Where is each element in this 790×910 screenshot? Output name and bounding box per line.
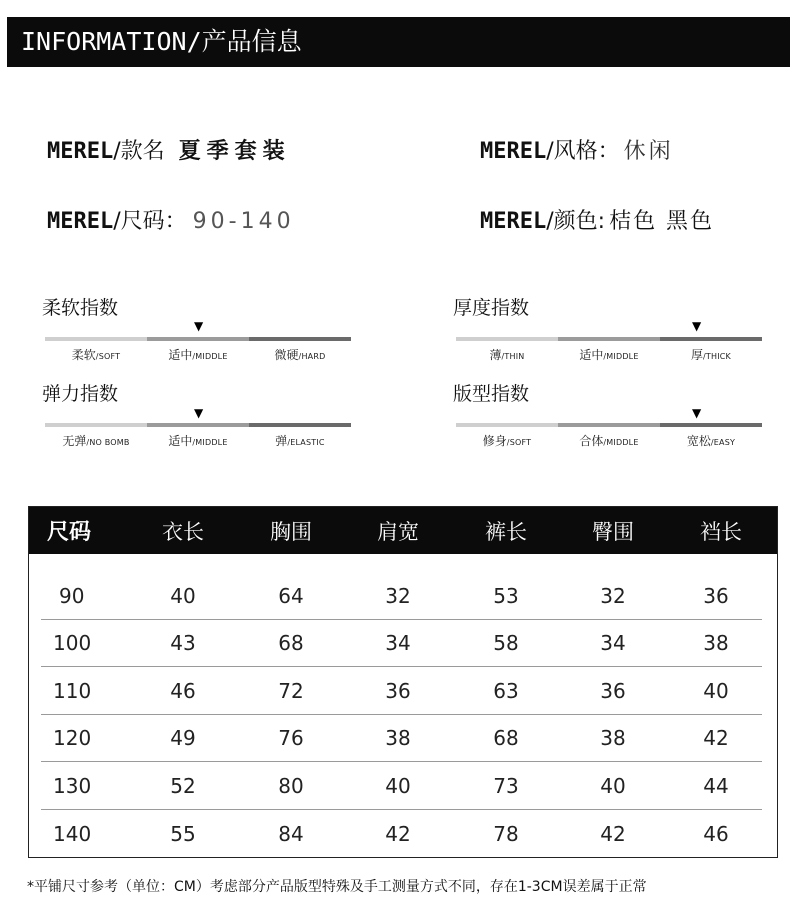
- index-indicator-icon: ▼: [194, 319, 204, 333]
- scale-option-en: /MIDDLE: [603, 352, 639, 361]
- table-cell: 42: [703, 725, 729, 750]
- scale-option: [45, 346, 147, 363]
- table-cell: 130: [53, 773, 92, 798]
- table-cell: 38: [600, 725, 626, 750]
- table-cell: 36: [385, 678, 411, 703]
- table-row: [41, 619, 762, 667]
- column-header: 裤长: [485, 519, 527, 544]
- section-header: INFORMATION/产品信息: [7, 17, 790, 67]
- index-scale-bar: [456, 423, 762, 427]
- table-cell: 38: [385, 725, 411, 750]
- table-cell: 44: [703, 773, 729, 798]
- scale-option-en: /MIDDLE: [192, 352, 228, 361]
- table-cell: 53: [493, 583, 519, 608]
- table-row: [41, 810, 762, 857]
- table-cell: 49: [170, 725, 196, 750]
- scale-option: [456, 346, 558, 363]
- scale-option-en: /MIDDLE: [603, 438, 639, 447]
- table-cell: 32: [385, 583, 411, 608]
- table-cell: 63: [493, 678, 519, 703]
- table-cell: 34: [600, 630, 626, 655]
- table-cell: 58: [493, 630, 519, 655]
- table-cell: 40: [170, 583, 196, 608]
- index-title: 厚度指数: [453, 297, 530, 319]
- index-scale-bar: [45, 337, 351, 341]
- table-cell: 36: [600, 678, 626, 703]
- index-scale-bar: [456, 337, 762, 341]
- scale-option-en: /MIDDLE: [192, 438, 228, 447]
- index-indicator-icon: ▼: [692, 319, 702, 333]
- info-brand: MEREL: [480, 209, 547, 234]
- table-row: [41, 762, 762, 810]
- table-cell: 42: [600, 821, 626, 846]
- scale-option: [147, 432, 249, 449]
- info-value: 夏季套装: [178, 139, 291, 164]
- table-cell: 80: [278, 773, 304, 798]
- scale-option-en: /EASY: [710, 438, 736, 447]
- table-cell: 40: [703, 678, 729, 703]
- index-title: 柔软指数: [42, 297, 119, 319]
- index-scale-labels: [456, 432, 762, 449]
- info-value: 桔色 黑色: [609, 209, 715, 234]
- index-indicator-icon: ▼: [194, 406, 204, 420]
- scale-option-en: /THIN: [501, 352, 525, 361]
- table-cell: 34: [385, 630, 411, 655]
- info-brand: MEREL: [47, 139, 114, 164]
- info-label: /风格：: [546, 139, 620, 164]
- table-cell: 110: [53, 678, 92, 703]
- scale-option: [558, 346, 660, 363]
- info-color: [480, 204, 714, 235]
- scale-option: [147, 346, 249, 363]
- scale-option: [558, 432, 660, 449]
- table-cell: 120: [53, 725, 92, 750]
- table-row: [41, 572, 762, 620]
- info-size: [47, 204, 295, 235]
- scale-option-cn: 微硬: [274, 348, 299, 362]
- column-header: 臀围: [592, 519, 634, 544]
- index-indicator-icon: ▼: [692, 406, 702, 420]
- info-name: [47, 134, 291, 165]
- table-cell: 42: [385, 821, 411, 846]
- info-label: /颜色:: [546, 209, 606, 234]
- index-title: 弹力指数: [42, 383, 119, 405]
- scale-option-en: /SOFT: [95, 352, 121, 361]
- scale-option-cn: 无弹: [62, 434, 87, 448]
- table-cell: 46: [703, 821, 729, 846]
- table-cell: 38: [703, 630, 729, 655]
- table-cell: 76: [278, 725, 304, 750]
- table-cell: 84: [278, 821, 304, 846]
- info-label: /款名: [113, 139, 165, 164]
- index-title: 版型指数: [453, 383, 530, 405]
- table-header: [29, 507, 777, 554]
- scale-option: [45, 432, 147, 449]
- table-cell: 100: [53, 630, 92, 655]
- table-row: [41, 714, 762, 762]
- scale-option-en: /NO BOMB: [86, 438, 130, 447]
- table-cell: 43: [170, 630, 196, 655]
- info-value: 休闲: [623, 139, 674, 164]
- table-cell: 68: [278, 630, 304, 655]
- table-cell: 55: [170, 821, 196, 846]
- table-cell: 40: [385, 773, 411, 798]
- scale-option-cn: 薄: [489, 348, 502, 362]
- table-cell: 68: [493, 725, 519, 750]
- scale-option-en: /SOFT: [506, 438, 532, 447]
- scale-option: [456, 432, 558, 449]
- scale-option: [249, 432, 351, 449]
- scale-option: [249, 346, 351, 363]
- index-scale-labels: [45, 432, 351, 449]
- index-scale-bar: [45, 423, 351, 427]
- table-cell: 36: [703, 583, 729, 608]
- info-style: [480, 134, 674, 165]
- info-value: 90-140: [192, 209, 295, 234]
- table-cell: 140: [53, 821, 92, 846]
- info-label: /尺码：: [113, 209, 187, 234]
- scale-option-en: /THICK: [703, 352, 731, 361]
- scale-option-cn: 适中: [168, 434, 193, 448]
- column-header: 裆长: [700, 519, 742, 544]
- table-cell: 73: [493, 773, 519, 798]
- index-scale-labels: [45, 346, 351, 363]
- table-cell: 52: [170, 773, 196, 798]
- size-table: [28, 506, 778, 858]
- column-header: 胸围: [270, 519, 312, 544]
- scale-option-en: /HARD: [298, 352, 326, 361]
- table-cell: 40: [600, 773, 626, 798]
- table-cell: 32: [600, 583, 626, 608]
- table-cell: 78: [493, 821, 519, 846]
- table-cell: 72: [278, 678, 304, 703]
- measurement-footnote: *平铺尺寸参考（单位：CM）考虑部分产品版型特殊及手工测量方式不同，存在1-3CM误差属于正常: [27, 879, 647, 895]
- scale-option-cn: 弹: [275, 434, 288, 448]
- column-header: 肩宽: [377, 519, 419, 544]
- scale-option-cn: 宽松: [686, 434, 711, 448]
- scale-option-en: /ELASTIC: [287, 438, 325, 447]
- scale-option: [660, 432, 762, 449]
- scale-option-cn: 厚: [690, 348, 703, 362]
- index-scale-labels: [456, 346, 762, 363]
- column-header: 尺码: [47, 520, 92, 545]
- table-cell: 64: [278, 583, 304, 608]
- scale-option-cn: 合体: [579, 434, 604, 448]
- column-header: 衣长: [162, 519, 204, 544]
- table-cell: 46: [170, 678, 196, 703]
- scale-option-cn: 修身: [482, 434, 507, 448]
- scale-option-cn: 适中: [579, 348, 604, 362]
- scale-option: [660, 346, 762, 363]
- scale-option-cn: 柔软: [71, 348, 96, 362]
- table-row: [41, 667, 762, 715]
- info-brand: MEREL: [480, 139, 547, 164]
- table-cell: 90: [59, 583, 85, 608]
- info-brand: MEREL: [47, 209, 114, 234]
- scale-option-cn: 适中: [168, 348, 193, 362]
